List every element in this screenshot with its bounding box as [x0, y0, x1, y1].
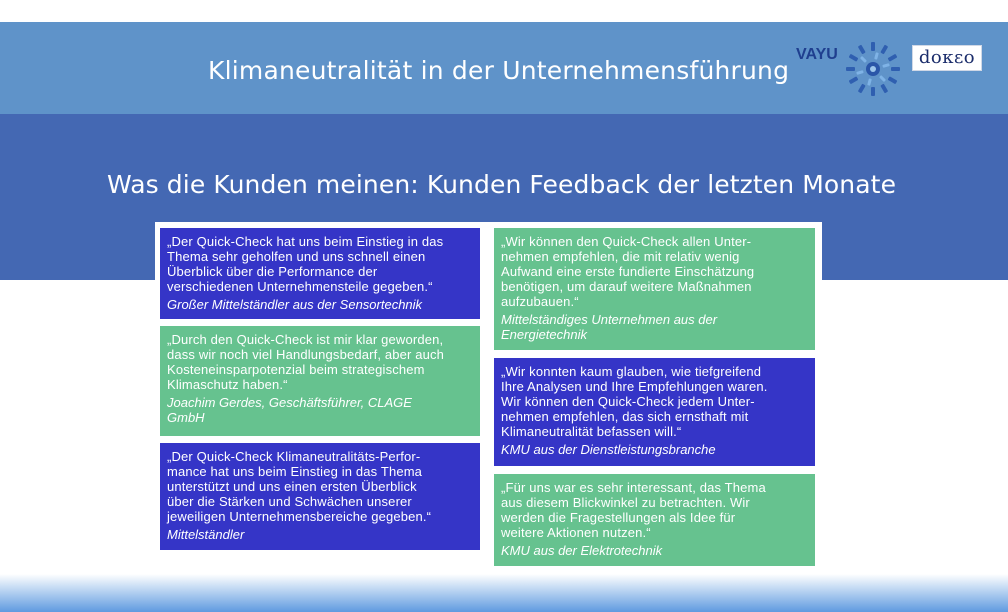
testimonial-author: KMU aus der Dienstleistungsbranche — [501, 442, 716, 457]
testimonial-quote: „Wir konnten kaum glauben, wie tiefgreifend Ihre Analysen und Ihre Empfehlungen waren. Wir können den Quick-Check jedem Unter- nehmen empfehlen, das sich ernsthaft mit Klimaneutralität befassen will.“ — [501, 364, 768, 439]
testimonial-card — [160, 326, 480, 436]
testimonial-author: KMU aus der Elektrotechnik — [501, 543, 663, 558]
footer-gradient-bar — [0, 574, 1008, 612]
testimonial-card — [494, 228, 815, 350]
slide-title: Klimaneutralität in der Unternehmensführung — [208, 56, 790, 85]
testimonial-card — [494, 358, 815, 466]
testimonial-quote: „Durch den Quick-Check ist mir klar geworden, dass wir noch viel Handlungsbedarf, aber auch Kosteneinsparpotenzial beim strategischem Klimaschutz haben.“ — [167, 332, 445, 392]
testimonial-author: Mittelständiges Unternehmen aus der Energietechnik — [501, 312, 718, 342]
slide-subtitle: Was die Kunden meinen: Kunden Feedback der letzten Monate — [107, 170, 897, 199]
testimonial-author: Großer Mittelständler aus der Sensortechnik — [167, 297, 423, 312]
testimonial-author: Joachim Gerdes, Geschäftsführer, CLAGE GmbH — [167, 395, 412, 425]
testimonial-quote: „Wir können den Quick-Check allen Unter- nehmen empfehlen, die mit relativ wenig Aufwand eine erste fundierte Einschätzung benötigen, um darauf weitere Maßnahmen aufzubauen.“ — [501, 234, 755, 309]
vayu-logo-icon — [844, 40, 902, 98]
testimonial-card — [494, 474, 815, 566]
testimonial-author: Mittelständler — [167, 527, 245, 542]
vayu-logo-text: VAYU — [796, 46, 838, 63]
testimonial-card — [160, 443, 480, 550]
dokeo-logo: doκεο — [912, 45, 982, 71]
testimonial-quote: „Der Quick-Check hat uns beim Einstieg in das Thema sehr geholfen und uns schnell einen Überblick über die Performance der verschiedenen Unternehmensteile gegeben.“ — [167, 234, 444, 294]
testimonial-card — [160, 228, 480, 319]
testimonial-quote: „Der Quick-Check Klimaneutralitäts-Perfor- mance hat uns beim Einstieg in das Thema unterstützt und uns einen ersten Überblick über die Stärken und Schwächen unserer jeweiligen Unternehmensbereiche gegeben.“ — [167, 449, 432, 524]
testimonial-quote: „Für uns war es sehr interessant, das Thema aus diesem Blickwinkel zu betrachten. Wir werden die Fragestellungen als Idee für weitere Aktionen nutzen.“ — [501, 480, 766, 540]
